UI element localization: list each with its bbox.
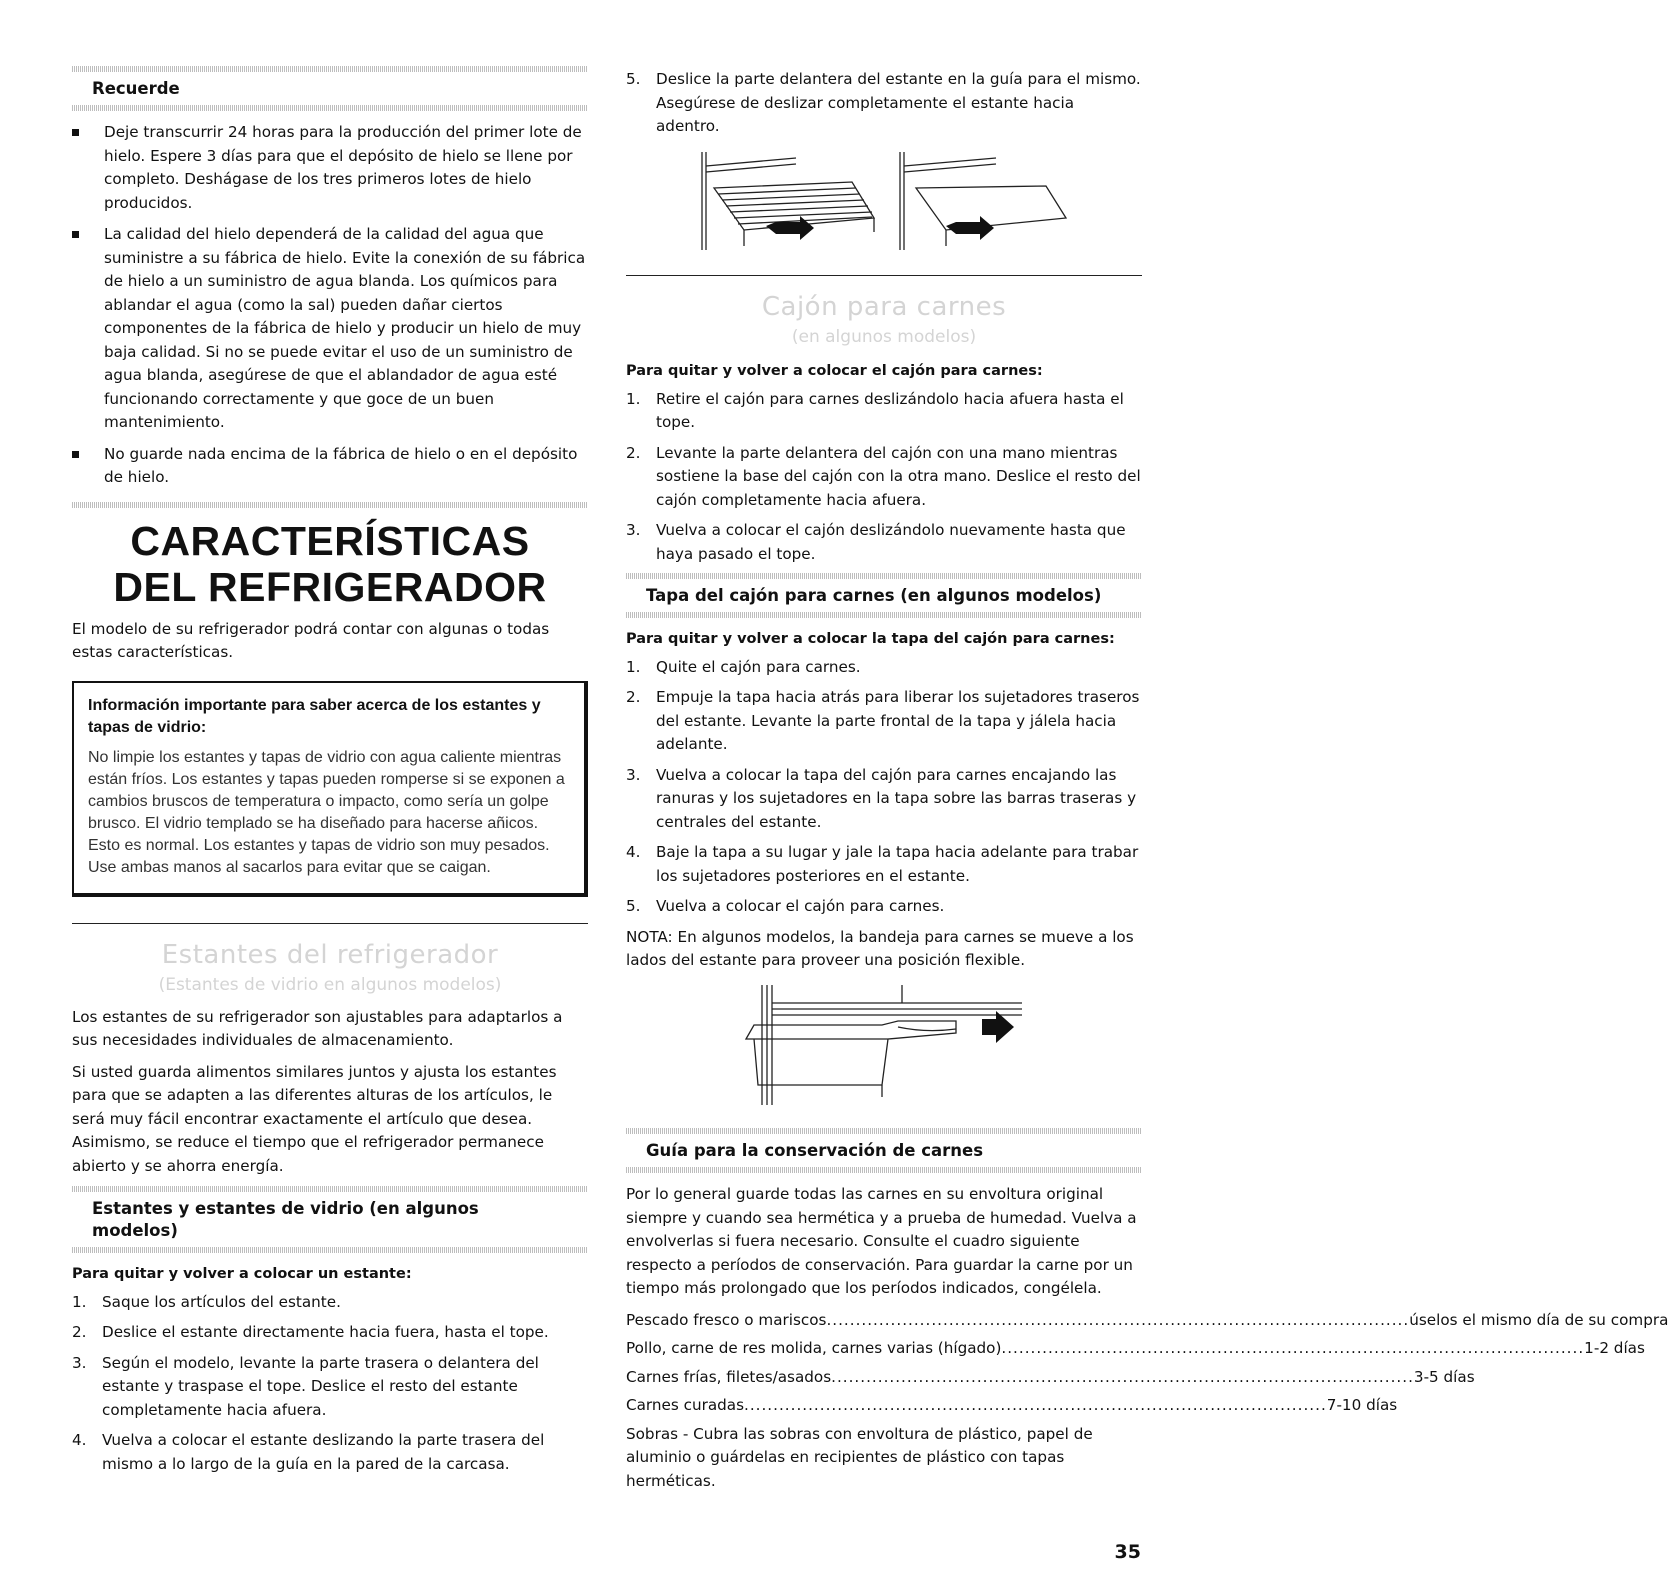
list-item: 2. Empuje la tapa hacia atrás para liberar los sujetadores traseros del estante. Levante la parte frontal de la tapa y jálela hacia adelante.	[626, 688, 1140, 753]
chart-row: Pollo, carne de res molida, carnes varias (hígado) .................................................................................................... 1-2 días	[626, 1339, 1645, 1357]
page-title	[72, 518, 588, 610]
list-item: 1. Saque los artículos del estante.	[72, 1292, 341, 1311]
cover-steps	[626, 656, 1142, 919]
list-item: 4. Baje la tapa a su lugar y jale la tapa hacia adelante para trabar los sujetadores posteriores en el estante.	[626, 843, 1139, 885]
list-item: 3. Según el modelo, levante la parte trasera o delantera del estante y traspase el tope. Deslice el resto del estante completamente hacia afuera.	[72, 1353, 539, 1419]
arrow-left-icon	[776, 216, 814, 240]
shelves-subtitle: (Estantes de vidrio en algunos modelos)	[158, 974, 502, 995]
list-item: 4. Vuelva a colocar el estante deslizando la parte trasera del mismo a lo largo de la guía en la pared de la carcasa.	[72, 1431, 545, 1473]
list-item: No guarde nada encima de la fábrica de hielo o en el depósito de hielo.	[72, 443, 588, 490]
cover-instructions-heading: Para quitar y volver a colocar la tapa del cajón para carnes:	[626, 631, 1115, 647]
chart-row: Carnes frías, filetes/asados .................................................................................................... 3-5 días	[626, 1367, 1475, 1386]
shelf-steps	[72, 1291, 588, 1477]
arrow-right-icon	[982, 1011, 1014, 1043]
list-item: 3. Vuelva a colocar el cajón deslizándolo nuevamente hasta que haya pasado el tope.	[626, 521, 1126, 563]
remember-list	[72, 121, 588, 490]
section-divider	[626, 275, 1142, 276]
divider	[72, 1247, 588, 1253]
list-item: 5. Deslice la parte delantera del estante en la guía para el mismo. Asegúrese de deslizar completamente el estante hacia adentro.	[626, 70, 1141, 135]
page-number: 35	[1114, 1541, 1141, 1563]
list-item: 5. Vuelva a colocar el cajón para carnes.	[626, 897, 945, 915]
list-item: 1. Retire el cajón para carnes deslizándolo hacia afuera hasta el tope.	[626, 389, 1124, 431]
shelf-instructions-heading: Para quitar y volver a colocar un estante:	[72, 1266, 412, 1282]
page-title-line1: CARACTERÍSTICAS	[130, 517, 530, 564]
drawer-steps	[626, 388, 1142, 567]
divider	[626, 1167, 1142, 1173]
shelves-paragraph-2: Si usted guarda alimentos similares juntos y ajusta los estantes para que se adapten a las diferentes alturas de los artículos, le será muy fácil encontrar exactamente el artículo que desea. Asimismo, se reduce el tiempo que el refrigerador permanece abierto y se ahorra energía.	[72, 1062, 557, 1175]
storage-paragraph: Por lo general guarde todas las carnes en su envoltura original siempre y cuando sea hermética y a prueba de humedad. Vuelva a envolverlas si fuera necesario. Consulte el cuadro siguiente respecto a períodos de conservación. Para guardar la carne por un tiempo más prolongado que los períodos indicados, congélela.	[626, 1185, 1137, 1297]
list-item: 1. Quite el cajón para carnes.	[626, 657, 861, 676]
intro-text: El modelo de su refrigerador podrá contar con algunas o todas estas características.	[72, 619, 550, 661]
note: NOTA: En algunos modelos, la bandeja para carnes se mueve a los lados del estante para proveer una posición flexible.	[626, 927, 1134, 969]
shelf-sliding-diagram	[626, 146, 1142, 258]
shelf-illustration	[626, 146, 1142, 266]
meat-drawer-subtitle: (en algunos modelos)	[791, 327, 977, 347]
chart-row: Carnes curadas .................................................................................................... 7-10 días	[626, 1396, 1398, 1414]
list-item: Deje transcurrir 24 horas para la producción del primer lote de hielo. Espere 3 días para que el depósito de hielo se llene por completo. Deshágase de los tres primeros lotes de hielo producidos.	[72, 121, 588, 215]
meat-drawer-title: Cajón para carnes	[761, 292, 1007, 322]
page-title-line2: DEL REFRIGERADOR	[113, 563, 547, 610]
shelf-step-5	[626, 68, 1142, 139]
glass-info-box	[72, 681, 588, 897]
list-item: 2. Levante la parte delantera del cajón con una mano mientras sostiene la base del cajón con la otra mano. Deslice el resto del cajón completamente hacia afuera.	[626, 443, 1141, 509]
divider	[72, 502, 588, 508]
shelves-title: Estantes del refrigerador	[161, 939, 499, 970]
left-column	[72, 66, 588, 1483]
storage-chart	[626, 1309, 1668, 1418]
section-divider	[72, 923, 588, 924]
glass-shelves-heading: Estantes y estantes de vidrio (en algunos modelos)	[92, 1199, 479, 1240]
divider	[626, 612, 1142, 618]
drawer-instructions-heading: Para quitar y volver a colocar el cajón para carnes:	[626, 363, 1043, 379]
leftovers-text: Sobras - Cubra las sobras con envoltura de plástico, papel de aluminio o guárdelas en recipientes de plástico con tapas herméticas.	[626, 1424, 1093, 1490]
meat-drawer-diagram	[626, 981, 1142, 1111]
info-box-title: Información importante para saber acerca de los estantes y tapas de vidrio:	[88, 696, 541, 736]
chart-row: Pescado fresco o mariscos .................................................................................................... úselos el mismo día de su compra	[626, 1310, 1668, 1329]
shelves-paragraph-1: Los estantes de su refrigerador son ajustables para adaptarlos a sus necesidades individuales de almacenamiento.	[72, 1007, 563, 1049]
drawer-cover-heading: Tapa del cajón para carnes (en algunos modelos)	[646, 586, 1102, 605]
divider	[72, 105, 588, 111]
arrow-right-icon	[956, 216, 994, 240]
list-item: 3. Vuelva a colocar la tapa del cajón para carnes encajando las ranuras y los sujetadores en la tapa sobre las barras traseras y centrales del estante.	[626, 765, 1137, 831]
storage-guide-heading: Guía para la conservación de carnes	[646, 1141, 984, 1160]
right-column	[626, 68, 1668, 1501]
remember-heading: Recuerde	[92, 79, 180, 98]
list-item: 2. Deslice el estante directamente hacia fuera, hasta el tope.	[72, 1323, 549, 1341]
info-box-body: No limpie los estantes y tapas de vidrio con agua caliente mientras están fríos. Los estantes y tapas pueden romperse si se exponen a cambios bruscos de temperatura o impacto, como sería un golpe brusco. El vidrio templado se ha diseñado para hacerse añicos. Esto es normal. Los estantes y tapas de vidrio son muy pesados. Use ambas manos al sacarlos para evitar que se caigan.	[88, 748, 565, 876]
list-item: La calidad del hielo dependerá de la calidad del agua que suministre a su fábrica de hielo. Evite la conexión de su fábrica de hielo a un suministro de agua blanda. Los químicos para ablandar el agua (como la sal) pueden dañar ciertos componentes de la fábrica de hielo y producir un hielo de muy baja calidad. Si no se puede evitar el uso de un suministro de agua blanda, asegúrese de que el ablandador de agua esté funcionando correctamente y que goce de un buen mantenimiento.	[72, 223, 588, 435]
drawer-illustration	[626, 981, 1142, 1119]
